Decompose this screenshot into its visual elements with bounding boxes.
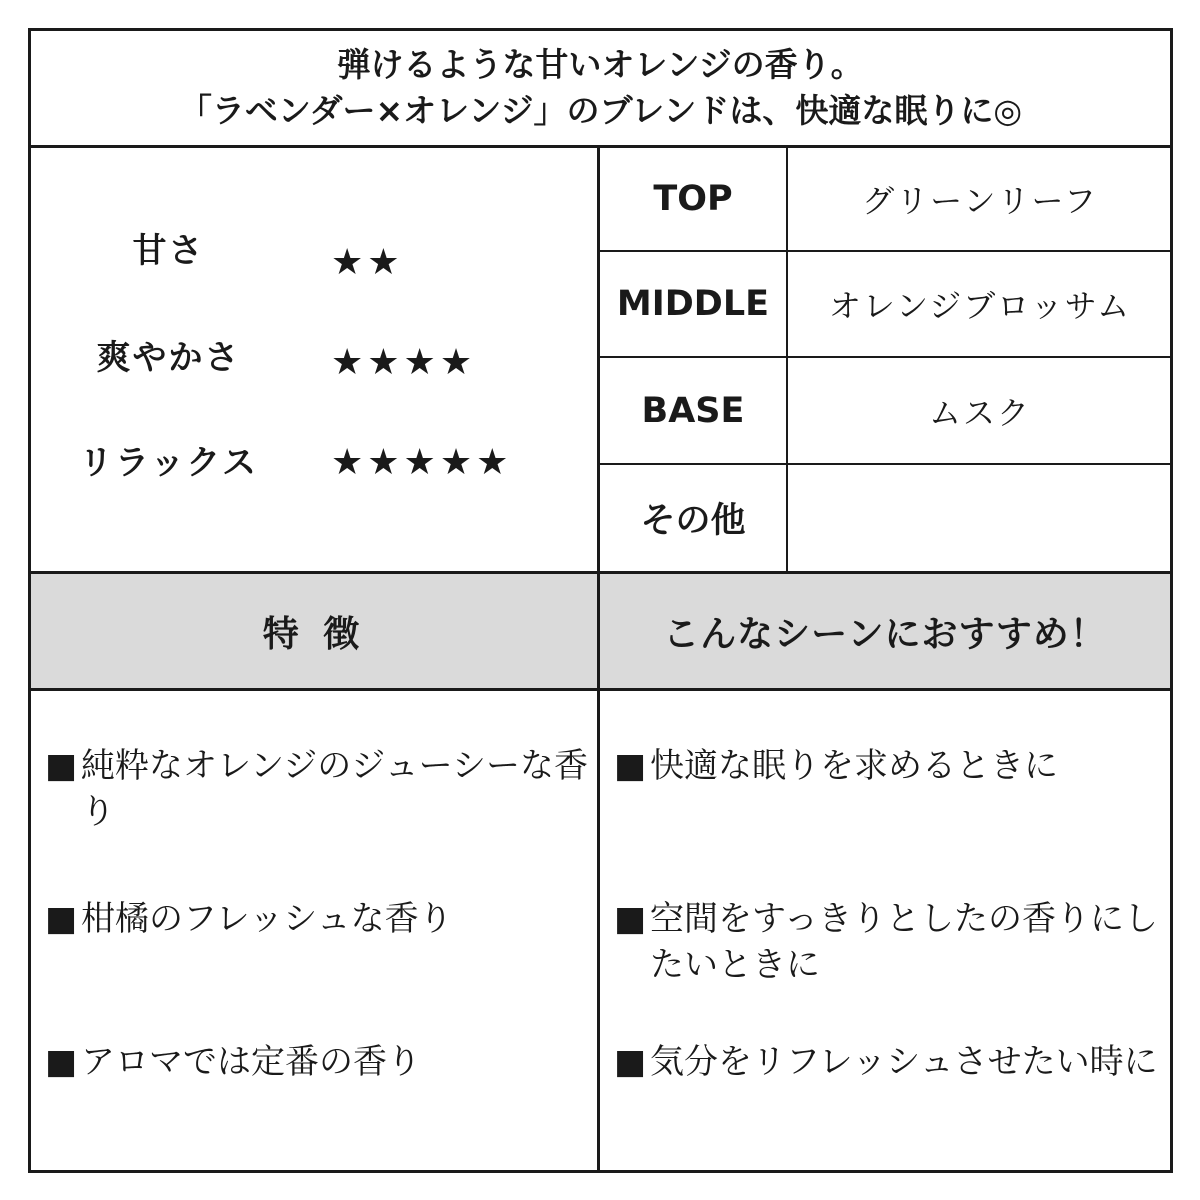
features-list bbox=[31, 691, 597, 1170]
title-banner bbox=[31, 31, 1170, 148]
bullet-icon: ■ bbox=[45, 899, 78, 939]
feature-item bbox=[45, 1039, 591, 1085]
fragrance-notes-table bbox=[600, 148, 1170, 571]
scene-text: 気分をリフレッシュさせたい時に bbox=[650, 1042, 1158, 1082]
note-value: ムスク bbox=[928, 393, 1031, 432]
star-rating: ★★★★ bbox=[331, 342, 477, 383]
scenes-list bbox=[600, 691, 1170, 1170]
bullet-icon: ■ bbox=[614, 1042, 647, 1082]
note-value: グリーンリーフ bbox=[862, 182, 1098, 220]
note-label: BASE bbox=[600, 358, 788, 463]
title-line-2: 「ラベンダー×オレンジ」のブレンドは、快適な眠りに◎ bbox=[178, 91, 1023, 130]
scene-item bbox=[614, 743, 1164, 789]
rating-panel bbox=[31, 148, 597, 571]
note-row-base bbox=[600, 358, 1170, 465]
note-label: TOP bbox=[600, 148, 788, 250]
scene-text: 快適な眠りを求めるときに bbox=[650, 746, 1058, 786]
note-value bbox=[790, 465, 1170, 571]
note-row-top bbox=[600, 148, 1170, 252]
title-line-1: 弾けるような甘いオレンジの香り。 bbox=[337, 45, 864, 84]
feature-item bbox=[45, 896, 591, 942]
features-header: 特 徴 bbox=[31, 571, 597, 691]
star-rating: ★★★★★ bbox=[331, 442, 513, 483]
rating-row-sweetness bbox=[31, 221, 597, 281]
bullet-icon: ■ bbox=[614, 746, 647, 786]
scenes-header: こんなシーンにおすすめ！ bbox=[600, 571, 1170, 691]
feature-text: 柑橘のフレッシュな香り bbox=[81, 899, 453, 939]
rating-label: リラックス bbox=[79, 443, 258, 483]
note-row-other bbox=[600, 465, 1170, 571]
note-value: オレンジブロッサム bbox=[828, 287, 1132, 325]
note-label: その他 bbox=[600, 465, 788, 571]
rating-row-relax bbox=[31, 433, 597, 493]
star-rating: ★★ bbox=[331, 242, 404, 283]
bullet-icon: ■ bbox=[45, 746, 78, 786]
note-row-middle bbox=[600, 252, 1170, 358]
fragrance-info-sheet bbox=[28, 28, 1173, 1173]
bullet-icon: ■ bbox=[45, 1042, 78, 1082]
feature-text: 純粋なオレンジのジューシーな香り bbox=[81, 746, 588, 832]
bullet-icon: ■ bbox=[614, 899, 647, 939]
rating-row-freshness bbox=[31, 328, 597, 388]
rating-label: 甘さ bbox=[132, 231, 205, 271]
feature-item bbox=[45, 743, 591, 835]
rating-label: 爽やかさ bbox=[96, 338, 241, 378]
scene-item bbox=[614, 1039, 1164, 1085]
note-label: MIDDLE bbox=[600, 252, 788, 356]
scene-text: 空間をすっきりとしたの香りにしたいときに bbox=[650, 899, 1158, 985]
scene-item bbox=[614, 896, 1164, 988]
feature-text: アロマでは定番の香り bbox=[81, 1042, 421, 1082]
